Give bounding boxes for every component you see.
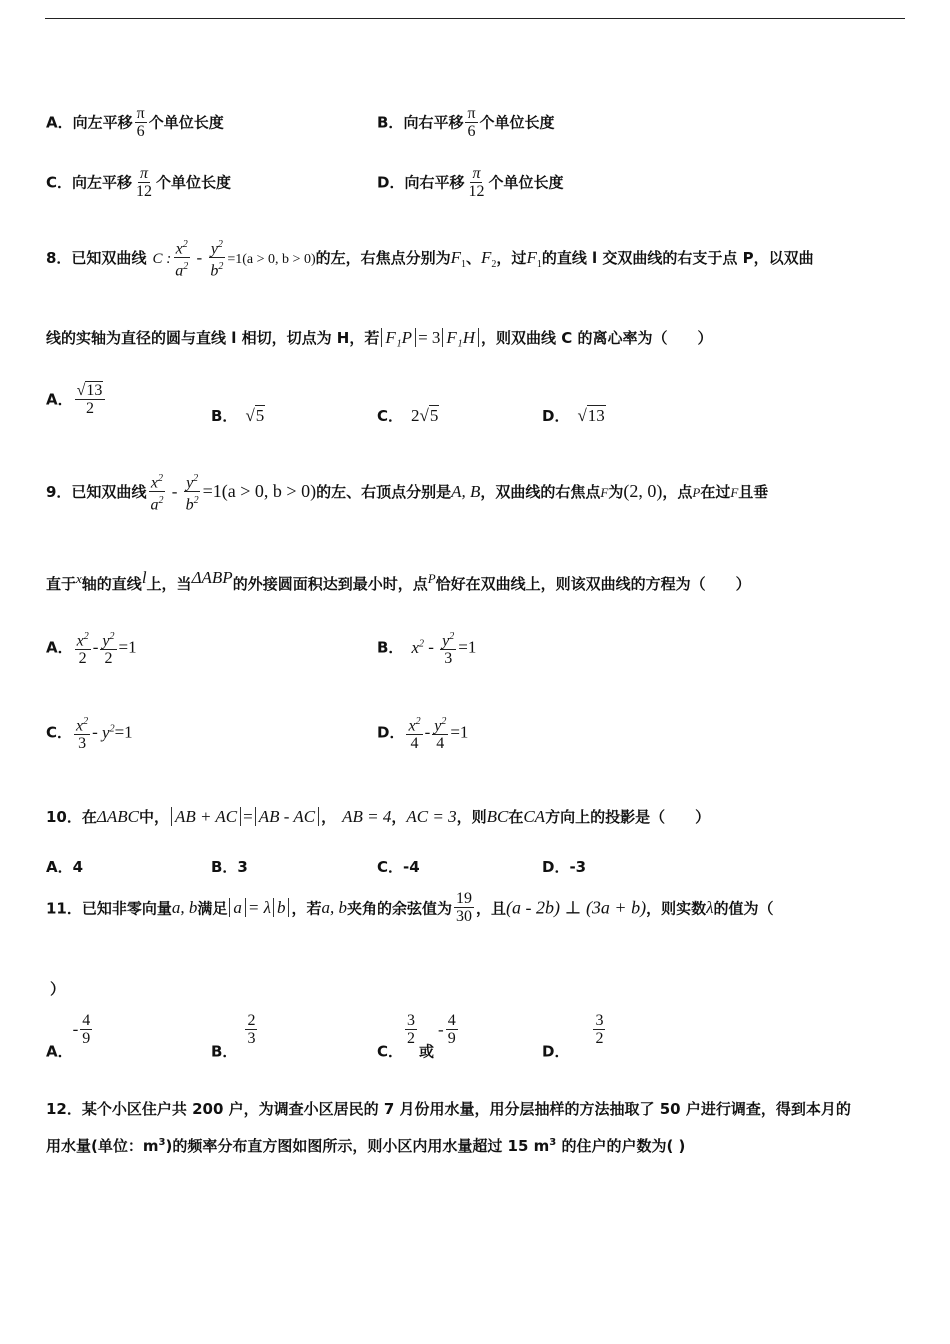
q7-option-b: B．向右平移 $\frac{\pi}{6}$ 个单位长度	[377, 105, 555, 140]
q12-line-1: 12．某个小区住户共 200 户，为调查小区居民的 7 月份用水量，用分层抽样的方法抽取了 50 户进行调查，得到本月的	[46, 1100, 851, 1118]
q11-option-b: B． $\frac{2}{3}$	[211, 1012, 256, 1061]
q9-option-d: D． $\frac{x^2}{4}$ - $\frac{y^2}{4}$ =1	[377, 713, 468, 753]
q9-option-c: C． $\frac{x^2}{3}$ - $y^2=1$	[46, 713, 133, 753]
q11-close-paren: ）	[50, 980, 66, 998]
q8-option-a: A． $\frac{√13}{2}$	[46, 382, 107, 418]
q8-line-1: 8．已知双曲线 C : $\frac{x^2}{a^2}$ - $\frac{y^2}{b^2}$ =1(a > 0, b > 0)的左，右焦点分别为$F_1$、$F_2$，过$F_1$的直线 l 交双曲线的右支于点 P，以双曲	[46, 236, 814, 281]
q11-line: 11．已知非零向量a, b满足 a = λ b ，若a, b夹角的余弦值为 $\frac{19}{30}$ ，且(a - 2b) ⊥ (3a + b)，则实数λ的值为（	[46, 890, 774, 925]
q10-option-d: D．-3	[542, 858, 587, 876]
q10-option-c: C．-4	[377, 858, 420, 876]
header-rule	[45, 18, 905, 19]
q10-option-a: A．4	[46, 858, 84, 876]
q10-line: 10．在ΔABC中， AB + AC = AB - AC ， AB = 4，AC = 3，则BC在CA方向上的投影是（ ）	[46, 807, 711, 826]
q8-option-c: C． 2√5	[377, 406, 439, 425]
q10-option-b: B．3	[211, 858, 248, 876]
q11-option-a: A．- $\frac{4}{9}$	[46, 1012, 91, 1061]
q9-option-a: A． $\frac{x^2}{2}$ - $\frac{y^2}{2}$ =1	[46, 628, 137, 668]
q7-option-c: C．向左平移 $\frac{\pi}{12}$ 个单位长度	[46, 165, 232, 200]
q12-line-2: 用水量(单位：$m^3$)的频率分布直方图如图所示，则小区内用水量超过 15 $m^3$ 的住户的户数为( )	[46, 1137, 686, 1155]
q9-option-b: B． $x^2$ - $\frac{y^2}{3}$ =1	[377, 628, 476, 668]
q7-option-d: D．向右平移 $\frac{\pi}{12}$ 个单位长度	[377, 165, 564, 200]
q8-option-b: B． √5	[211, 406, 265, 425]
q7-option-a: A．向左平移 $\frac{\pi}{6}$ 个单位长度	[46, 105, 224, 140]
q11-option-c: C． $\frac{3}{2}$ 或- $\frac{4}{9}$	[377, 1012, 456, 1061]
q8-line-2: 线的实轴为直径的圆与直线 l 相切，切点为 H，若 F₁P = 3 F₁H ，则双曲线 C 的离心率为（ ）	[46, 328, 713, 347]
q9-line-2: 直于x轴的直线l上，当ΔABP的外接圆面积达到最小时，点P恰好在双曲线上，则该双曲线的方程为（ ）	[46, 568, 751, 593]
q8-option-d: D． √13	[542, 406, 605, 425]
q11-option-d: D． $\frac{3}{2}$	[542, 1012, 604, 1061]
q9-line-1: 9．已知双曲线 $\frac{x^2}{a^2}$ - $\frac{y^2}{b^2}$ =1(a > 0, b > 0)的左、右顶点分别是A, B，双曲线的右焦点F为(2, 0)，点P在过F且垂	[46, 470, 768, 515]
